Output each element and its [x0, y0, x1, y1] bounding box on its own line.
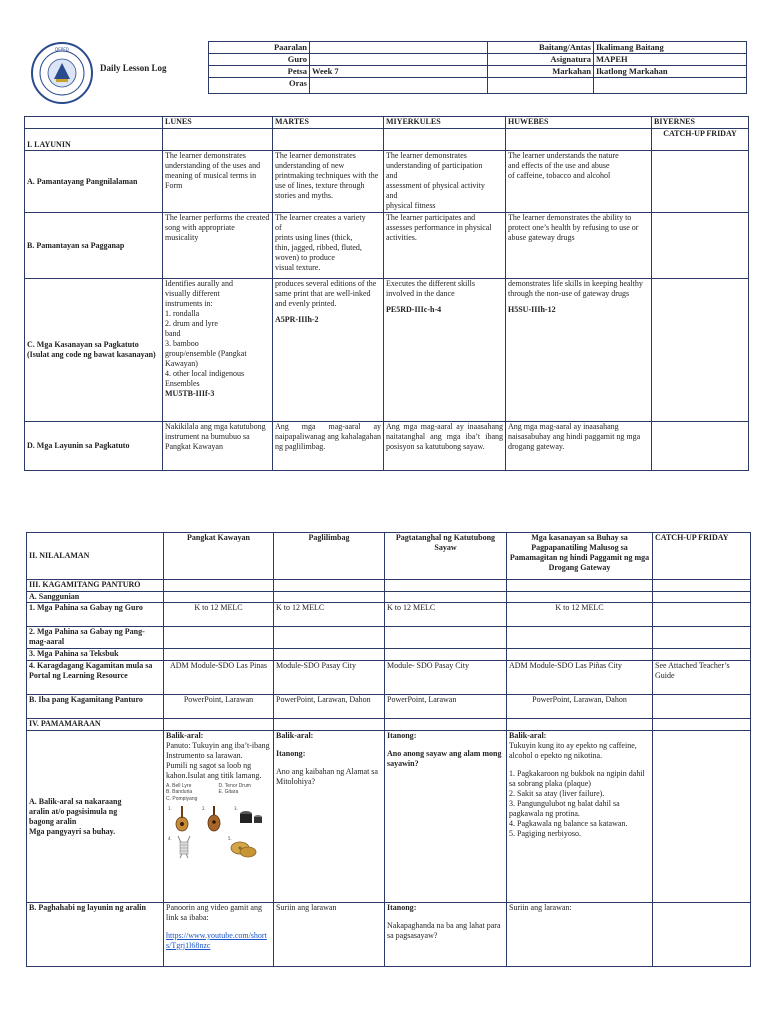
row-label-pamantayang-pangnilalaman: A. Pamantayang Pangnilalaman — [25, 151, 163, 213]
balik-huwebes — [507, 731, 653, 903]
karag-miyerkules: Module- SDO Pasay City — [385, 661, 507, 695]
text-line: understanding of participation — [386, 161, 483, 170]
day-huwebes: HUWEBES — [506, 117, 652, 129]
header-value-markahan: Ikatlong Markahan — [594, 66, 747, 78]
cell-b-biyernes — [652, 213, 749, 279]
text-line: Panuto: Tukuyin ang iba’t-ibang Instrumento sa larawan. — [166, 741, 270, 760]
text-line: 3. bamboo — [165, 339, 199, 348]
list-item: 2. Sakit sa atay (liver failure). — [509, 789, 605, 798]
cell-b-huwebes: The learner demonstrates the ability to protect one’s health by refusing to use or abuse gateway drugs — [506, 213, 652, 279]
text-line: prints using lines (thick, — [275, 233, 353, 242]
text-line: and — [386, 171, 398, 180]
paghahabi-miyerkules — [385, 903, 507, 967]
deped-seal — [30, 41, 94, 105]
text-line: visual texture. — [275, 263, 321, 272]
empty-cell — [653, 649, 751, 661]
empty-cell — [653, 731, 751, 903]
empty-cell — [274, 592, 385, 603]
cell-c-martes — [273, 279, 384, 422]
empty-cell — [274, 649, 385, 661]
empty-cell — [653, 603, 751, 627]
content-martes: Paglilimbag — [274, 533, 385, 580]
text-line: Kawayan) — [165, 359, 198, 368]
empty-cell — [273, 129, 384, 151]
gabay-miyerkules: K to 12 MELC — [385, 603, 507, 627]
balik-martes — [274, 731, 385, 903]
balik-aral-heading: Balik-aral: — [166, 731, 204, 740]
youtube-link[interactable]: https://www.youtube.com/shorts/Tgrj1l68nzc — [166, 931, 267, 950]
empty-cell — [653, 592, 751, 603]
header-label-baitang: Baitang/Antas — [488, 42, 594, 54]
itanong-heading: Itanong: — [387, 731, 417, 740]
cell-a-miyerkules — [384, 151, 506, 213]
text-block: demonstrates life skills in keeping healthy through the non-use of gateway drugs — [508, 279, 643, 298]
cell-a-huwebes — [506, 151, 652, 213]
empty-cell — [653, 580, 751, 592]
text-line: group/ensemble (Pangkat — [165, 349, 247, 358]
header-value-baitang: Ikalimang Baitang — [594, 42, 747, 54]
empty-cell — [507, 649, 653, 661]
balik-aral-heading: Balik-aral: — [276, 731, 314, 740]
content-miyerkules: Pagtatanghal ng Katutubong Sayaw — [385, 533, 507, 580]
header-empty-value — [594, 78, 747, 94]
cell-c-lunes — [163, 279, 273, 422]
empty-cell — [164, 719, 274, 731]
svg-text:3.: 3. — [234, 805, 238, 811]
text-block: Executes the different skills involved in the dance — [386, 279, 475, 298]
choice-b: B. Banduria — [166, 789, 193, 796]
text-line: 4. other local indigenous — [165, 369, 245, 378]
text-line: Ensembles — [165, 379, 200, 388]
empty-cell — [507, 580, 653, 592]
cell-c-biyernes — [652, 279, 749, 422]
heading-text: Itanong — [276, 749, 303, 758]
cell-b-miyerkules: The learner participates and assesses performance in physical activities. — [384, 213, 506, 279]
heading-text: Balik-aral — [276, 731, 311, 740]
svg-text:2.: 2. — [202, 805, 206, 811]
corner-cell — [25, 117, 163, 129]
header-label-petsa: Petsa — [209, 66, 310, 78]
paghahabi-martes: Suriin ang larawan — [274, 903, 385, 967]
empty-cell — [385, 580, 507, 592]
header-label-asignatura: Asignatura — [488, 54, 594, 66]
header-value-oras — [310, 78, 488, 94]
question-text: Ano ang kaibahan ng Alamat sa Mitolohiya? — [276, 767, 378, 786]
empty-cell — [164, 592, 274, 603]
row-label-iba-pang-kagamitan: B. Iba pang Kagamitang Panturo — [27, 695, 164, 719]
karag-lunes: ADM Module-SDO Las Pinas — [164, 661, 274, 695]
cell-d-miyerkules: Ang mga mag-aaral ay inaasahang naitatanghal ang mga iba’t ibang posisyon sa katutubong sayaw. — [384, 422, 506, 471]
day-biyernes: BIYERNES — [652, 117, 749, 129]
text-line: bagong aralin — [29, 816, 77, 826]
empty-cell — [507, 627, 653, 649]
instruction-text: Panoorin ang video gamit ang link sa ibaba: — [166, 903, 262, 922]
catchup-friday-label: CATCH-UP FRIDAY — [652, 129, 749, 151]
header-value-petsa: Week 7 — [310, 66, 488, 78]
cell-d-huwebes: Ang mga mag-aaral ay inaasahang naisasabuhay ang hindi paggamit ng mga drogang gateway. — [506, 422, 652, 471]
heading-text: Itanong — [387, 903, 414, 912]
gabay-huwebes: K to 12 MELC — [507, 603, 653, 627]
empty-cell — [274, 627, 385, 649]
itanong-heading: Itanong: — [276, 749, 306, 758]
content-table — [26, 532, 751, 967]
empty-cell — [385, 649, 507, 661]
cell-d-lunes: Nakikilala ang mga katutubong instrument na bumubuo sa Pangkat Kawayan — [163, 422, 273, 471]
cell-d-biyernes — [652, 422, 749, 471]
row-label-mga-layunin: D. Mga Layunin sa Pagkatuto — [25, 422, 163, 471]
header-table — [208, 41, 747, 94]
iba-martes: PowerPoint, Larawan, Dahon — [274, 695, 385, 719]
day-miyerkules: MIYERKULES — [384, 117, 506, 129]
heading-text: Itanong — [387, 731, 414, 740]
paghahabi-lunes — [164, 903, 274, 967]
text-line: and — [386, 191, 398, 200]
section-pamamaraan: IV. PAMAMARAAN — [27, 719, 164, 731]
day-lunes: LUNES — [163, 117, 273, 129]
gabay-martes: K to 12 MELC — [274, 603, 385, 627]
empty-cell — [507, 719, 653, 731]
empty-cell — [163, 129, 273, 151]
text-line: band — [165, 329, 181, 338]
karag-martes: Module-SDO Pasay City — [274, 661, 385, 695]
row-label-pamantayan-sa-pagganap: B. Pamantayan sa Pagganap — [25, 213, 163, 279]
text-line: of — [275, 223, 282, 232]
text-line: A. Balik-aral sa nakaraang — [29, 796, 122, 806]
text-line: The learner creates a variety — [275, 213, 366, 222]
itanong-heading: Itanong: — [387, 903, 417, 912]
choice-a: A. Bell Lyre — [166, 783, 192, 789]
empty-cell — [653, 627, 751, 649]
choice-e: E. Gitara — [218, 789, 239, 796]
text-line: assessment of physical activity — [386, 181, 485, 190]
cell-c-huwebes — [506, 279, 652, 422]
empty-cell — [385, 719, 507, 731]
empty-cell — [164, 580, 274, 592]
svg-text:4.: 4. — [168, 835, 172, 841]
list-item: 4. Pagkawala ng balance sa katawan. — [509, 819, 628, 828]
iba-huwebes: PowerPoint, Larawan, Dahon — [507, 695, 653, 719]
choice-d: D. Tenor Drum — [218, 783, 251, 789]
header-value-guro — [310, 54, 488, 66]
gabay-lunes: K to 12 MELC — [164, 603, 274, 627]
pompiyang-icon — [231, 842, 256, 857]
empty-cell — [164, 627, 274, 649]
text-line: The learner understands the nature — [508, 151, 619, 160]
header-value-asignatura: MAPEH — [594, 54, 747, 66]
text-line: thin, jagged, ribbed, fluted, — [275, 243, 362, 252]
document-title: Daily Lesson Log — [100, 63, 167, 73]
question-text: Nakapaghanda na ba ang lahat para sa pagsasayaw? — [387, 921, 501, 940]
content-lunes: Pangkat Kawayan — [164, 533, 274, 580]
empty-cell — [653, 903, 751, 967]
cell-a-martes: The learner demonstrates understanding of new printmaking techniques with the use of lines, texture through stories and myths. — [273, 151, 384, 213]
text-line: woven) to produce — [275, 253, 335, 262]
list-item: 5. Pagiging nerbiyoso. — [509, 829, 581, 838]
balik-aral-heading: Balik-aral: — [509, 731, 547, 740]
text-line: 2. drum and lyre — [165, 319, 218, 328]
row-label-gabay-ng-guro: 1. Mga Pahina sa Gabay ng Guro — [27, 603, 164, 627]
row-label-teksbuk: 3. Mga Pahina sa Teksbuk — [27, 649, 164, 661]
header-label-paaralan: Paaralan — [209, 42, 310, 54]
list-item: 1. Pagkakaroon ng bukbok na ngipin dahil sa sobrang plaka (plaque) — [509, 769, 645, 788]
karag-huwebes: ADM Module-SDO Las Piñas City — [507, 661, 653, 695]
bell-lyre-icon — [178, 836, 190, 858]
banduria-icon — [208, 806, 220, 831]
balik-miyerkules — [385, 731, 507, 903]
row-label-sanggunian: A. Sanggunian — [27, 592, 164, 603]
empty-cell — [653, 695, 751, 719]
section-layunin: I. LAYUNIN — [25, 129, 163, 151]
text-line: Pumili ng sagot sa loob ng kahon.Isulat ang titik lamang. — [166, 761, 262, 780]
text-line: Identifies aurally and — [165, 279, 233, 288]
text-line: of caffeine, tobacco and alcohol — [508, 171, 611, 180]
empty-cell — [384, 129, 506, 151]
header-value-paaralan — [310, 42, 488, 54]
day-martes: MARTES — [273, 117, 384, 129]
cell-b-lunes: The learner performs the created song with appropriate musicality — [163, 213, 273, 279]
section-kagamitang-panturo: III. KAGAMITANG PANTURO — [27, 580, 164, 592]
list-item: 3. Pangungulubot ng balat dahil sa pagkawala ng protina. — [509, 799, 620, 818]
row-label-gabay-pang-mag-aaral: 2. Mga Pahina sa Gabay ng Pang-mag-aaral — [27, 627, 164, 649]
svg-text:1.: 1. — [168, 805, 172, 811]
svg-text:5.: 5. — [228, 835, 232, 841]
text-line: instruments in: — [165, 299, 213, 308]
section-nilalaman: II. NILALAMAN — [27, 533, 164, 580]
empty-cell — [385, 592, 507, 603]
text-block: produces several editions of the same print that are well-inked and evenly printed. — [275, 279, 377, 308]
empty-cell — [653, 719, 751, 731]
empty-cell — [274, 580, 385, 592]
text-line: aralin at/o pagsisimula ng — [29, 806, 118, 816]
cell-b-martes — [273, 213, 384, 279]
karag-biyernes: See Attached Teacher’s Guide — [653, 661, 751, 695]
text-line: visually different — [165, 289, 220, 298]
cell-d-martes: Ang mga mag-aaral ay naipapaliwanag ang kahalagahan ng paglilimbag. — [273, 422, 384, 471]
question-text: Ano anong sayaw ang alam mong sayawin? — [387, 749, 502, 768]
empty-cell — [506, 129, 652, 151]
row-label-balik-aral — [27, 731, 164, 903]
content-huwebes: Mga kasanayan sa Buhay sa Pagpapanatiling Malusog sa Pamamagitan ng hindi Paggamit ng mga Drogang Gateway — [507, 533, 653, 580]
header-empty-label — [488, 78, 594, 94]
instrument-pictures — [166, 804, 271, 863]
svg-text:DEPED: DEPED — [55, 47, 69, 52]
header-label-oras: Oras — [209, 78, 310, 94]
balik-lunes — [164, 731, 274, 903]
paghahabi-huwebes: Suriin ang larawan: — [507, 903, 653, 967]
iba-miyerkules: PowerPoint, Larawan — [385, 695, 507, 719]
competency-code: H5SU-IIIh-12 — [508, 305, 556, 314]
heading-text: Balik-aral — [166, 731, 201, 740]
competency-code: A5PR-IIIh-2 — [275, 315, 319, 324]
guitar-icon — [176, 806, 188, 831]
row-label-paghahabi: B. Paghahabi ng layunin ng aralin — [27, 903, 164, 967]
competency-code: PE5RD-IIIc-h-4 — [386, 305, 442, 314]
header-label-markahan: Markahan — [488, 66, 594, 78]
text-line: physical fitness — [386, 201, 436, 210]
text-line: 1. rondalla — [165, 309, 200, 318]
text-line: The learner demonstrates — [386, 151, 467, 160]
content-biyernes: CATCH-UP FRIDAY — [653, 533, 751, 580]
empty-cell — [164, 649, 274, 661]
empty-cell — [507, 592, 653, 603]
header-label-guro: Guro — [209, 54, 310, 66]
empty-cell — [385, 627, 507, 649]
text-line: Mga pangyayri sa buhay. — [29, 826, 116, 836]
row-label-mga-kasanayan: C. Mga Kasanayan sa Pagkatuto (Isulat ang code ng bawat kasanayan) — [25, 279, 163, 422]
item-list — [509, 769, 650, 839]
tenor-drum-icon — [240, 811, 262, 823]
cell-a-lunes: The learner demonstrates understanding of the uses and meaning of musical terms in Form — [163, 151, 273, 213]
heading-text: Balik-aral — [509, 731, 544, 740]
row-label-karagdagang-kagamitan: 4. Karagdagang Kagamitan mula sa Portal ng Learning Resource — [27, 661, 164, 695]
objectives-table — [24, 116, 749, 471]
empty-cell — [274, 719, 385, 731]
instruction-text: Tukuyin kung ito ay epekto ng caffeine, alcohol o epekto ng nikotina. — [509, 741, 637, 760]
cell-c-miyerkules — [384, 279, 506, 422]
choice-c: C. Pompiyang — [166, 795, 198, 802]
text-line: and effects of the use and abuse — [508, 161, 610, 170]
competency-code: MU5TB-IIIf-3 — [165, 389, 215, 398]
iba-lunes: PowerPoint, Larawan — [164, 695, 274, 719]
choices-grid — [166, 783, 271, 802]
cell-a-biyernes — [652, 151, 749, 213]
